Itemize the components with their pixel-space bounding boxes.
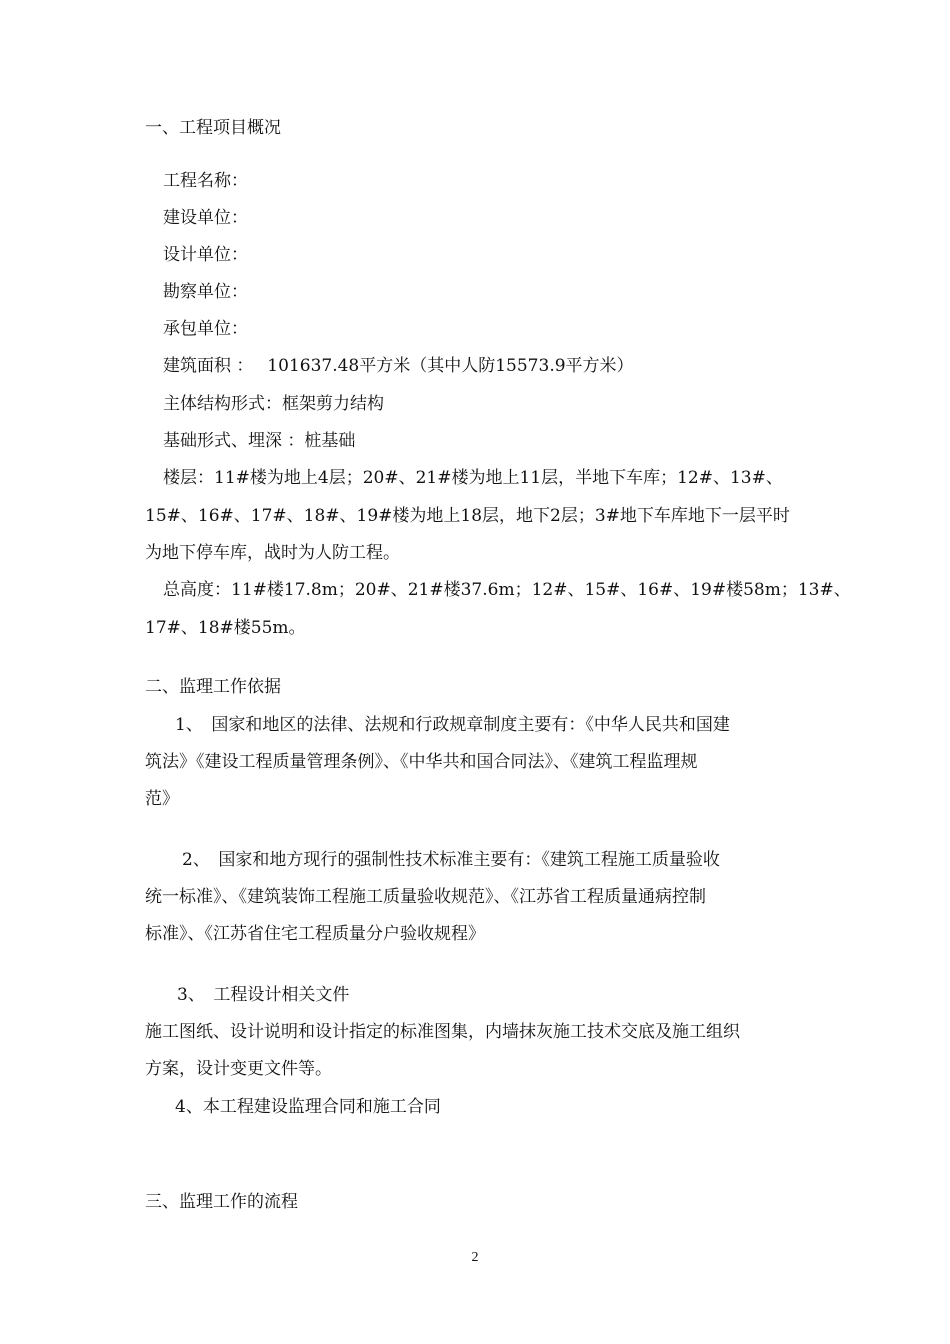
basis-item-2-line-2: 统一标准》、《建筑装饰工程施工质量验收规范》、《江苏省工程质量通病控制: [145, 887, 706, 907]
basis-item-3-title: 3、 工程设计相关文件: [177, 985, 350, 1005]
structure-type: 主体结构形式：框架剪力结构: [163, 394, 384, 414]
building-area: 建筑面积 ： 101637.48平方米（其中人防15573.9平方米）: [163, 356, 634, 376]
basis-item-1-line-1: 1、 国家和地区的法律、法规和行政规章制度主要有：《中华人民共和国建: [175, 715, 730, 735]
section1-heading: 一、工程项目概况: [145, 118, 281, 138]
height-line-2: 17#、18#楼55m。: [145, 618, 306, 638]
floors-line-3: 为地下停车库，战时为人防工程。: [145, 543, 400, 563]
basis-item-2-line-1: 2、 国家和地方现行的强制性技术标准主要有：《建筑工程施工质量验收: [182, 850, 720, 870]
height-line-1: 总高度：11#楼17.8m；20#、21#楼37.6m；12#、15#、16#、19#楼58m；13#、: [163, 580, 851, 600]
basis-item-1-line-3: 范》: [145, 789, 179, 809]
section2-heading: 二、监理工作依据: [145, 677, 281, 697]
foundation-type: 基础形式、埋深 ：桩基础: [163, 431, 356, 451]
basis-item-1-line-2: 筑法》《建设工程质量管理条例》、《中华共和国合同法》、《建筑工程监理规: [145, 752, 698, 772]
basis-item-3-line-1: 施工图纸、设计说明和设计指定的标准图集，内墙抹灰施工技术交底及施工组织: [145, 1022, 740, 1042]
project-name-label: 工程名称：: [163, 171, 248, 191]
contractor-label: 承包单位：: [163, 319, 248, 339]
floors-line-2: 15#、16#、17#、18#、19#楼为地上18层，地下2层；3#地下车库地下一层平时: [145, 506, 790, 526]
surveyor-label: 勘察单位：: [163, 282, 248, 302]
basis-item-2-line-3: 标准》、《江苏省住宅工程质量分户验收规程》: [145, 924, 485, 944]
designer-label: 设计单位：: [163, 245, 248, 265]
page-number: 2: [471, 1250, 479, 1265]
floors-line-1: 楼层：11#楼为地上4层；20#、21#楼为地上11层，半地下车库；12#、13#、: [163, 468, 783, 488]
basis-item-3-line-2: 方案，设计变更文件等。: [145, 1059, 332, 1079]
section3-heading: 三、监理工作的流程: [145, 1192, 298, 1212]
basis-item-4: 4、本工程建设监理合同和施工合同: [175, 1097, 441, 1117]
builder-label: 建设单位：: [163, 208, 248, 228]
